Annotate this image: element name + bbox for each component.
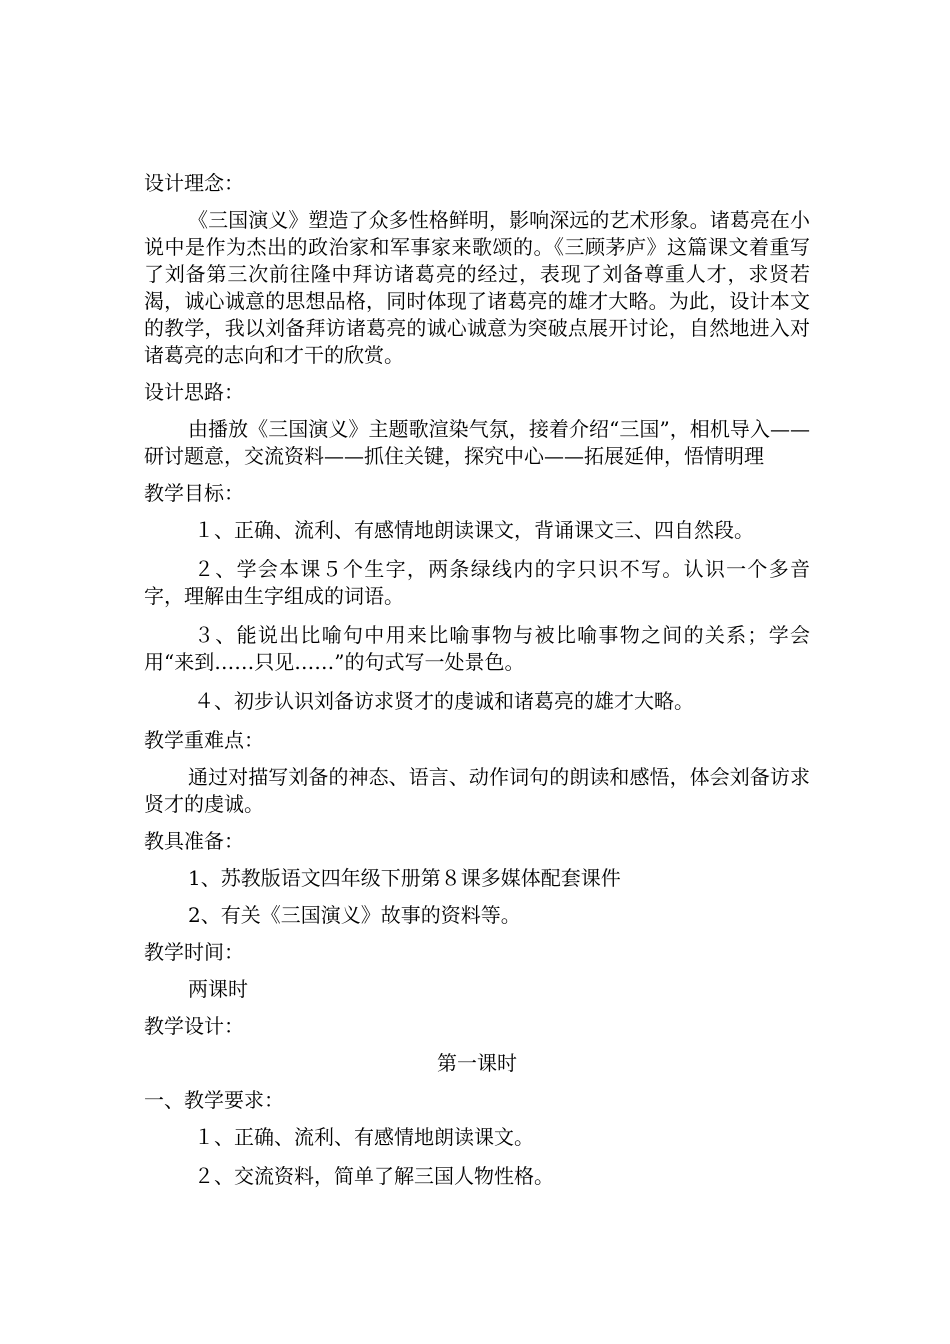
concept-paragraph: 《三国演义》塑造了众多性格鲜明，影响深远的艺术形象。诸葛亮在小说中是作为杰出的政治家和军事家来歌颂的。《三顾茅庐》这篇课文着重写了刘备第三次前往隆中拜访诸葛亮的经过，表现了刘备尊重人才，求贤若渴，诚心诚意的思想品格，同时体现了诸葛亮的雄才大略。为此，设计本文的教学，我以刘备拜访诸葛亮的诚心诚意为突破点展开讨论，自然地进入对诸葛亮的志向和才干的欣赏。 <box>144 208 810 367</box>
key-points-heading: 教学重难点： <box>144 728 264 752</box>
document-page <box>144 170 810 1202</box>
materials-heading: 教具准备： <box>144 829 244 853</box>
material-item-1: 1、苏教版语文四年级下册第８课多媒体配套课件 <box>188 866 621 890</box>
goals-heading: 教学目标： <box>144 481 244 505</box>
concept-heading: 设计理念： <box>144 171 244 195</box>
time-heading: 教学时间： <box>144 940 244 964</box>
requirements-heading: 一、教学要求： <box>144 1088 284 1112</box>
requirement-item-1: １、正确、流利、有感情地朗读课文。 <box>194 1125 534 1149</box>
goal-item-2: ２、学会本课５个生字，两条绿线内的字只识不写。认识一个多音字，理解由生字组成的词语。 <box>144 557 810 608</box>
design-heading: 教学设计： <box>144 1014 244 1038</box>
goal-item-1: １、正确、流利、有感情地朗读课文，背诵课文三、四自然段。 <box>194 518 754 542</box>
key-points-paragraph: 通过对描写刘备的神态、语言、动作词句的朗读和感悟，体会刘备访求贤才的虔诚。 <box>144 765 810 816</box>
time-value: 两课时 <box>188 977 248 1001</box>
lesson-title: 第一课时 <box>437 1051 517 1075</box>
material-item-2: 2、有关《三国演义》故事的资料等。 <box>188 903 521 927</box>
approach-paragraph: 由播放《三国演义》主题歌渲染气氛，接着介绍“三国”，相机导入——研讨题意，交流资料——抓住关键，探究中心——拓展延伸，悟情明理 <box>144 417 810 468</box>
approach-heading: 设计思路： <box>144 380 244 404</box>
goal-item-4: ４、初步认识刘备访求贤才的虔诚和诸葛亮的雄才大略。 <box>194 689 694 713</box>
requirement-item-2: ２、交流资料，简单了解三国人物性格。 <box>194 1164 554 1188</box>
goal-item-3: ３、能说出比喻句中用来比喻事物与被比喻事物之间的关系；学会用“来到……只见……”的句式写一处景色。 <box>144 623 810 674</box>
